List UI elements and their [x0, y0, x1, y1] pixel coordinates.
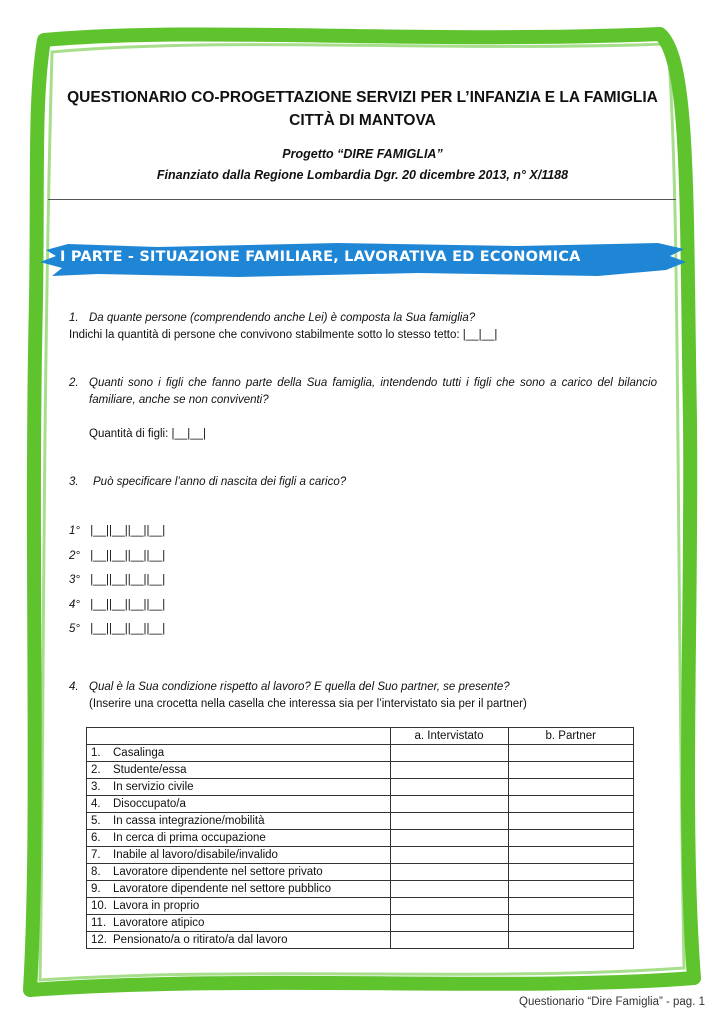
- row-text: Lavoratore atipico: [113, 917, 205, 929]
- question-text: Qual è la Sua condizione rispetto al lavoro? E quella del Suo partner, se presente?: [89, 681, 510, 693]
- checkbox-cell-partner[interactable]: [508, 915, 634, 932]
- question-1: [69, 310, 657, 344]
- checkbox-cell-partner[interactable]: [508, 932, 634, 949]
- row-text: Pensionato/a o ritirato/a dal lavoro: [113, 934, 288, 946]
- checkbox-cell-partner[interactable]: [508, 796, 634, 813]
- table-header-row: [87, 728, 634, 745]
- question-number: 4.: [69, 681, 79, 693]
- row-text: In cassa integrazione/mobilità: [113, 815, 265, 827]
- row-number: 4.: [91, 798, 101, 810]
- table-row: [87, 813, 634, 830]
- row-number: 1.: [91, 747, 101, 759]
- project-name: Progetto “DIRE FAMIGLIA”: [282, 147, 443, 161]
- birth-year-field[interactable]: |__||__||__||__|: [90, 525, 166, 537]
- checkbox-cell-interviewee[interactable]: [390, 796, 508, 813]
- row-text: Lavoratore dipendente nel settore privato: [113, 866, 323, 878]
- birth-year-row[interactable]: 2° |__||__||__||__|: [69, 549, 166, 562]
- row-label: [87, 813, 391, 830]
- title-line-2: CITTÀ DI MANTOVA: [289, 112, 436, 129]
- table-row: [87, 915, 634, 932]
- birth-year-field[interactable]: |__||__||__||__|: [90, 598, 166, 611]
- row-number: 6.: [91, 832, 101, 844]
- row-number: 3.: [91, 781, 101, 793]
- children-count-field[interactable]: Quantità di figli: |__|__|: [89, 428, 207, 440]
- row-text: In servizio civile: [113, 781, 194, 793]
- birth-year-field[interactable]: |__||__||__||__|: [90, 623, 166, 635]
- checkbox-cell-partner[interactable]: [508, 762, 634, 779]
- checkbox-cell-interviewee[interactable]: [390, 762, 508, 779]
- birth-year-row[interactable]: 4° |__||__||__||__|: [69, 598, 166, 611]
- checkbox-cell-interviewee[interactable]: [390, 932, 508, 949]
- table-row: [87, 847, 634, 864]
- column-header-interviewee: a. Intervistato: [390, 728, 508, 745]
- question-number: 2.: [69, 377, 79, 389]
- row-text: Disoccupato/a: [113, 798, 186, 810]
- question-2: [69, 375, 657, 443]
- title-line-1: QUESTIONARIO CO-PROGETTAZIONE SERVIZI PER L’INFANZIA E LA FAMIGLIA: [67, 89, 658, 106]
- table-row: [87, 864, 634, 881]
- table-row: [87, 898, 634, 915]
- table-row: [87, 796, 634, 813]
- row-number: 7.: [91, 849, 101, 861]
- checkbox-cell-interviewee[interactable]: [390, 864, 508, 881]
- checkbox-cell-partner[interactable]: [508, 847, 634, 864]
- page-footer: Questionario “Dire Famiglia” - pag. 1: [519, 996, 705, 1008]
- header-divider: [48, 199, 676, 200]
- row-number: 2.: [91, 764, 101, 776]
- row-label: [87, 796, 391, 813]
- row-text: Studente/essa: [113, 764, 187, 776]
- checkbox-cell-interviewee[interactable]: [390, 813, 508, 830]
- birth-year-field[interactable]: |__||__||__||__|: [90, 574, 166, 586]
- checkbox-cell-partner[interactable]: [508, 745, 634, 762]
- row-text: Casalinga: [113, 747, 165, 759]
- row-number: 11.: [91, 917, 107, 929]
- row-number: 10.: [91, 900, 107, 912]
- checkbox-cell-interviewee[interactable]: [390, 830, 508, 847]
- birth-years-list: [69, 519, 165, 642]
- question-text: Può specificare l’anno di nascita dei figli a carico?: [93, 476, 347, 488]
- document-subtitle: [40, 144, 685, 186]
- question-4: [69, 679, 657, 713]
- table-row: [87, 745, 634, 762]
- birth-year-row[interactable]: 3° |__||__||__||__|: [69, 574, 166, 586]
- table-row: [87, 762, 634, 779]
- row-number: 12.: [91, 934, 107, 946]
- table-row: [87, 932, 634, 949]
- birth-year-row[interactable]: 5° |__||__||__||__|: [69, 623, 166, 635]
- checkbox-cell-interviewee[interactable]: [390, 779, 508, 796]
- table-row: [87, 779, 634, 796]
- row-label: [87, 881, 391, 898]
- checkbox-cell-partner[interactable]: [508, 881, 634, 898]
- question-number: 3.: [69, 476, 79, 488]
- birth-year-field[interactable]: |__||__||__||__|: [90, 549, 166, 562]
- question-instruction: (Inserire una crocetta nella casella che interessa sia per l’intervistato sia per il partner): [89, 698, 527, 710]
- row-label: [87, 847, 391, 864]
- checkbox-cell-interviewee[interactable]: [390, 881, 508, 898]
- funding-note: Finanziato dalla Regione Lombardia Dgr. 20 dicembre 2013, n° X/1188: [156, 168, 569, 182]
- row-label: [87, 762, 391, 779]
- column-header-partner: b. Partner: [508, 728, 634, 745]
- checkbox-cell-interviewee[interactable]: [390, 898, 508, 915]
- row-label: [87, 932, 391, 949]
- table-row: [87, 881, 634, 898]
- row-label: [87, 745, 391, 762]
- row-label: [87, 830, 391, 847]
- checkbox-cell-interviewee[interactable]: [390, 915, 508, 932]
- row-number: 9.: [91, 883, 101, 895]
- checkbox-cell-partner[interactable]: [508, 898, 634, 915]
- question-3: [69, 474, 657, 491]
- row-label: [87, 915, 391, 932]
- question-instruction: Indichi la quantità di persone che convivono stabilmente sotto lo stesso tetto: |__|__|: [69, 329, 498, 341]
- checkbox-cell-partner[interactable]: [508, 864, 634, 881]
- row-number: 8.: [91, 866, 101, 878]
- checkbox-cell-interviewee[interactable]: [390, 847, 508, 864]
- row-text: Lavoratore dipendente nel settore pubblico: [113, 883, 332, 895]
- checkbox-cell-partner[interactable]: [508, 813, 634, 830]
- table-row: [87, 830, 634, 847]
- checkbox-cell-partner[interactable]: [508, 830, 634, 847]
- row-number: 5.: [91, 815, 101, 827]
- document-title: [40, 86, 685, 132]
- question-text: Da quante persone (comprendendo anche Lei) è composta la Sua famiglia?: [89, 312, 476, 324]
- birth-year-row[interactable]: 1° |__||__||__||__|: [69, 525, 166, 537]
- row-label: [87, 779, 391, 796]
- work-condition-table: [86, 727, 634, 949]
- row-text: In cerca di prima occupazione: [113, 832, 266, 844]
- question-text: Quanti sono i figli che fanno parte della Sua famiglia, intendendo tutti i figli che sono a carico del bilancio familiare, anche se non conviventi?: [89, 377, 657, 406]
- question-number: 1.: [69, 312, 79, 324]
- row-label: [87, 898, 391, 915]
- checkbox-cell-interviewee[interactable]: [390, 745, 508, 762]
- row-text: Inabile al lavoro/disabile/invalido: [113, 849, 278, 861]
- row-label: [87, 864, 391, 881]
- checkbox-cell-partner[interactable]: [508, 779, 634, 796]
- section-banner-title: I PARTE - SITUAZIONE FAMILIARE, LAVORATIVA ED ECONOMICA: [60, 249, 581, 265]
- row-text: Lavora in proprio: [113, 900, 200, 912]
- table-header-empty: [87, 728, 391, 745]
